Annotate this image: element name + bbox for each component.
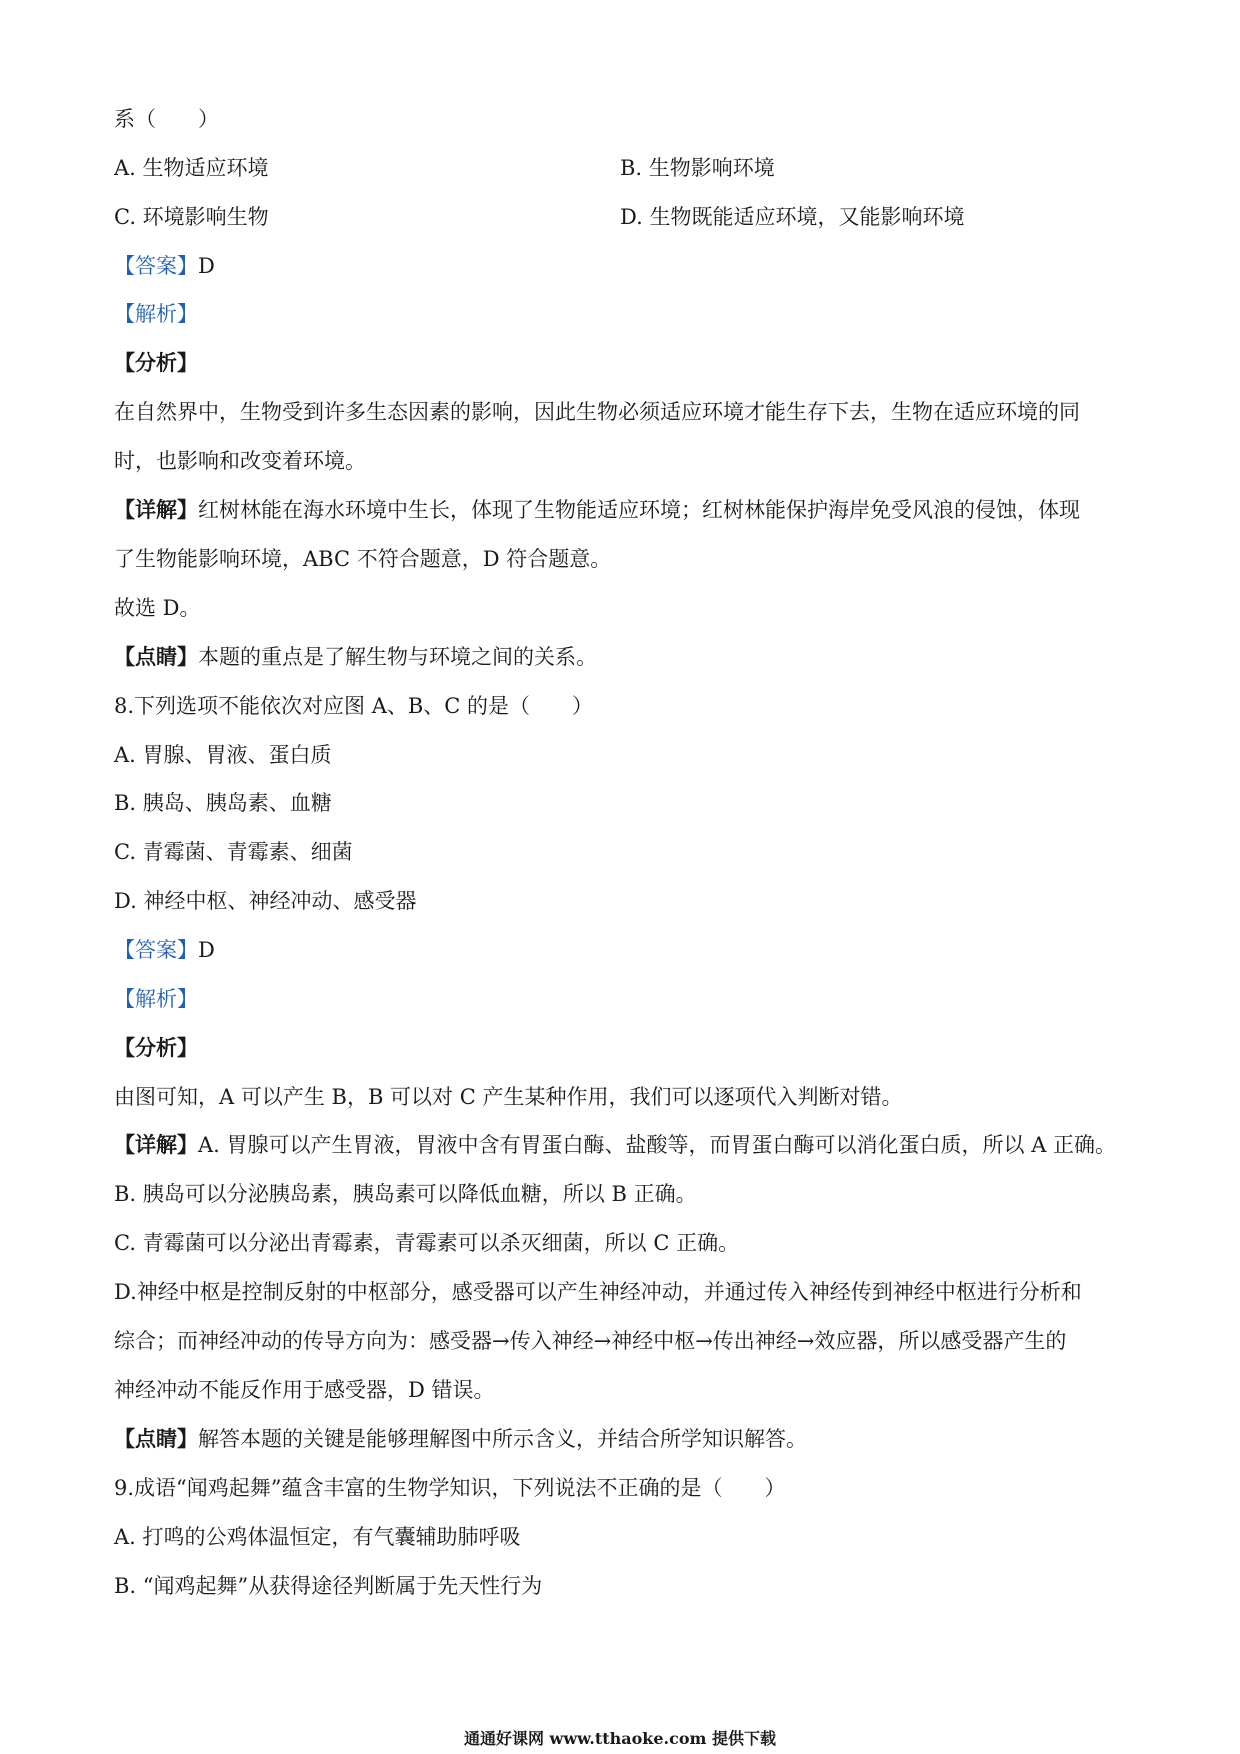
q7-answer-value: D	[198, 254, 215, 278]
q8-dianjing-tag: 【点睛】	[114, 1426, 198, 1451]
q7-choose-line: 故选 D。	[114, 596, 201, 620]
q8-dianjing-text: 解答本题的关键是能够理解图中所示含义，并结合所学知识解答。	[198, 1427, 807, 1451]
q8-option-a: A. 胃腺、胃液、蛋白质	[114, 743, 332, 767]
q7-analysis-tag: 【解析】	[114, 302, 198, 326]
q7-detail-line-1	[114, 496, 1080, 524]
q8-fenxi-tag: 【分析】	[114, 1035, 198, 1060]
q9-stem: 9.成语“闻鸡起舞”蕴含丰富的生物学知识，下列说法不正确的是（ ）	[114, 1476, 786, 1500]
q8-detail-line-a	[114, 1131, 1116, 1159]
q8-detail-line-c: C. 青霉菌可以分泌出青霉素，青霉素可以杀灭细菌，所以 C 正确。	[114, 1231, 740, 1255]
q7-option-d: D. 生物既能适应环境，又能影响环境	[620, 205, 965, 229]
q8-answer-line	[114, 936, 215, 964]
q9-option-b: B. “闻鸡起舞”从获得途径判断属于先天性行为	[114, 1574, 543, 1598]
q8-fenxi-line-1: 由图可知，A 可以产生 B，B 可以对 C 产生某种作用，我们可以逐项代入判断对错。	[114, 1085, 903, 1109]
q7-answer-tag: 【答案】	[114, 254, 198, 278]
q8-detail-tag: 【详解】	[114, 1132, 198, 1157]
q7-answer-line	[114, 252, 215, 280]
q7-option-a: A. 生物适应环境	[114, 156, 269, 180]
q7-dianjing-line	[114, 643, 597, 671]
q8-option-b: B. 胰岛、胰岛素、血糖	[114, 791, 332, 815]
q7-dianjing-text: 本题的重点是了解生物与环境之间的关系。	[198, 645, 597, 669]
q8-stem: 8.下列选项不能依次对应图 A、B、C 的是（ ）	[114, 694, 594, 718]
q7-option-c: C. 环境影响生物	[114, 205, 269, 229]
q7-stem-tail: 系（ ）	[114, 107, 219, 131]
page-footer: 通通好课网 www.tthaoke.com 提供下载	[463, 1729, 777, 1748]
q7-fenxi-line-2: 时，也影响和改变着环境。	[114, 449, 366, 473]
q7-option-b: B. 生物影响环境	[620, 156, 775, 180]
q9-option-a: A. 打鸣的公鸡体温恒定，有气囊辅助肺呼吸	[114, 1525, 521, 1549]
q7-dianjing-tag: 【点睛】	[114, 644, 198, 669]
q8-detail-line-d2: 综合；而神经冲动的传导方向为：感受器→传入神经→神经中枢→传出神经→效应器，所以感受器产生的	[114, 1329, 1067, 1353]
q7-fenxi-line-1: 在自然界中，生物受到许多生态因素的影响，因此生物必须适应环境才能生存下去，生物在适应环境的同	[114, 400, 1080, 424]
q8-detail-line-d1: D.神经中枢是控制反射的中枢部分，感受器可以产生神经冲动，并通过传入神经传到神经中枢进行分析和	[114, 1280, 1082, 1304]
q7-detail-line-2: 了生物能影响环境，ABC 不符合题意，D 符合题意。	[114, 547, 612, 571]
q8-analysis-tag: 【解析】	[114, 987, 198, 1011]
q7-detail-tag: 【详解】	[114, 497, 198, 522]
q8-detail-line-b: B. 胰岛可以分泌胰岛素，胰岛素可以降低血糖，所以 B 正确。	[114, 1182, 697, 1206]
q8-answer-value: D	[198, 938, 215, 962]
q7-detail-text-1: 红树林能在海水环境中生长，体现了生物能适应环境；红树林能保护海岸免受风浪的侵蚀，体现	[198, 498, 1080, 522]
q7-fenxi-tag: 【分析】	[114, 350, 198, 375]
q8-option-c: C. 青霉菌、青霉素、细菌	[114, 840, 353, 864]
q8-option-d: D. 神经中枢、神经冲动、感受器	[114, 889, 417, 913]
q8-detail-line-d3: 神经冲动不能反作用于感受器，D 错误。	[114, 1378, 495, 1402]
q8-answer-tag: 【答案】	[114, 938, 198, 962]
q8-detail-text-a: A. 胃腺可以产生胃液，胃液中含有胃蛋白酶、盐酸等，而胃蛋白酶可以消化蛋白质，所以 A 正确。	[198, 1133, 1117, 1157]
q8-dianjing-line	[114, 1425, 807, 1453]
